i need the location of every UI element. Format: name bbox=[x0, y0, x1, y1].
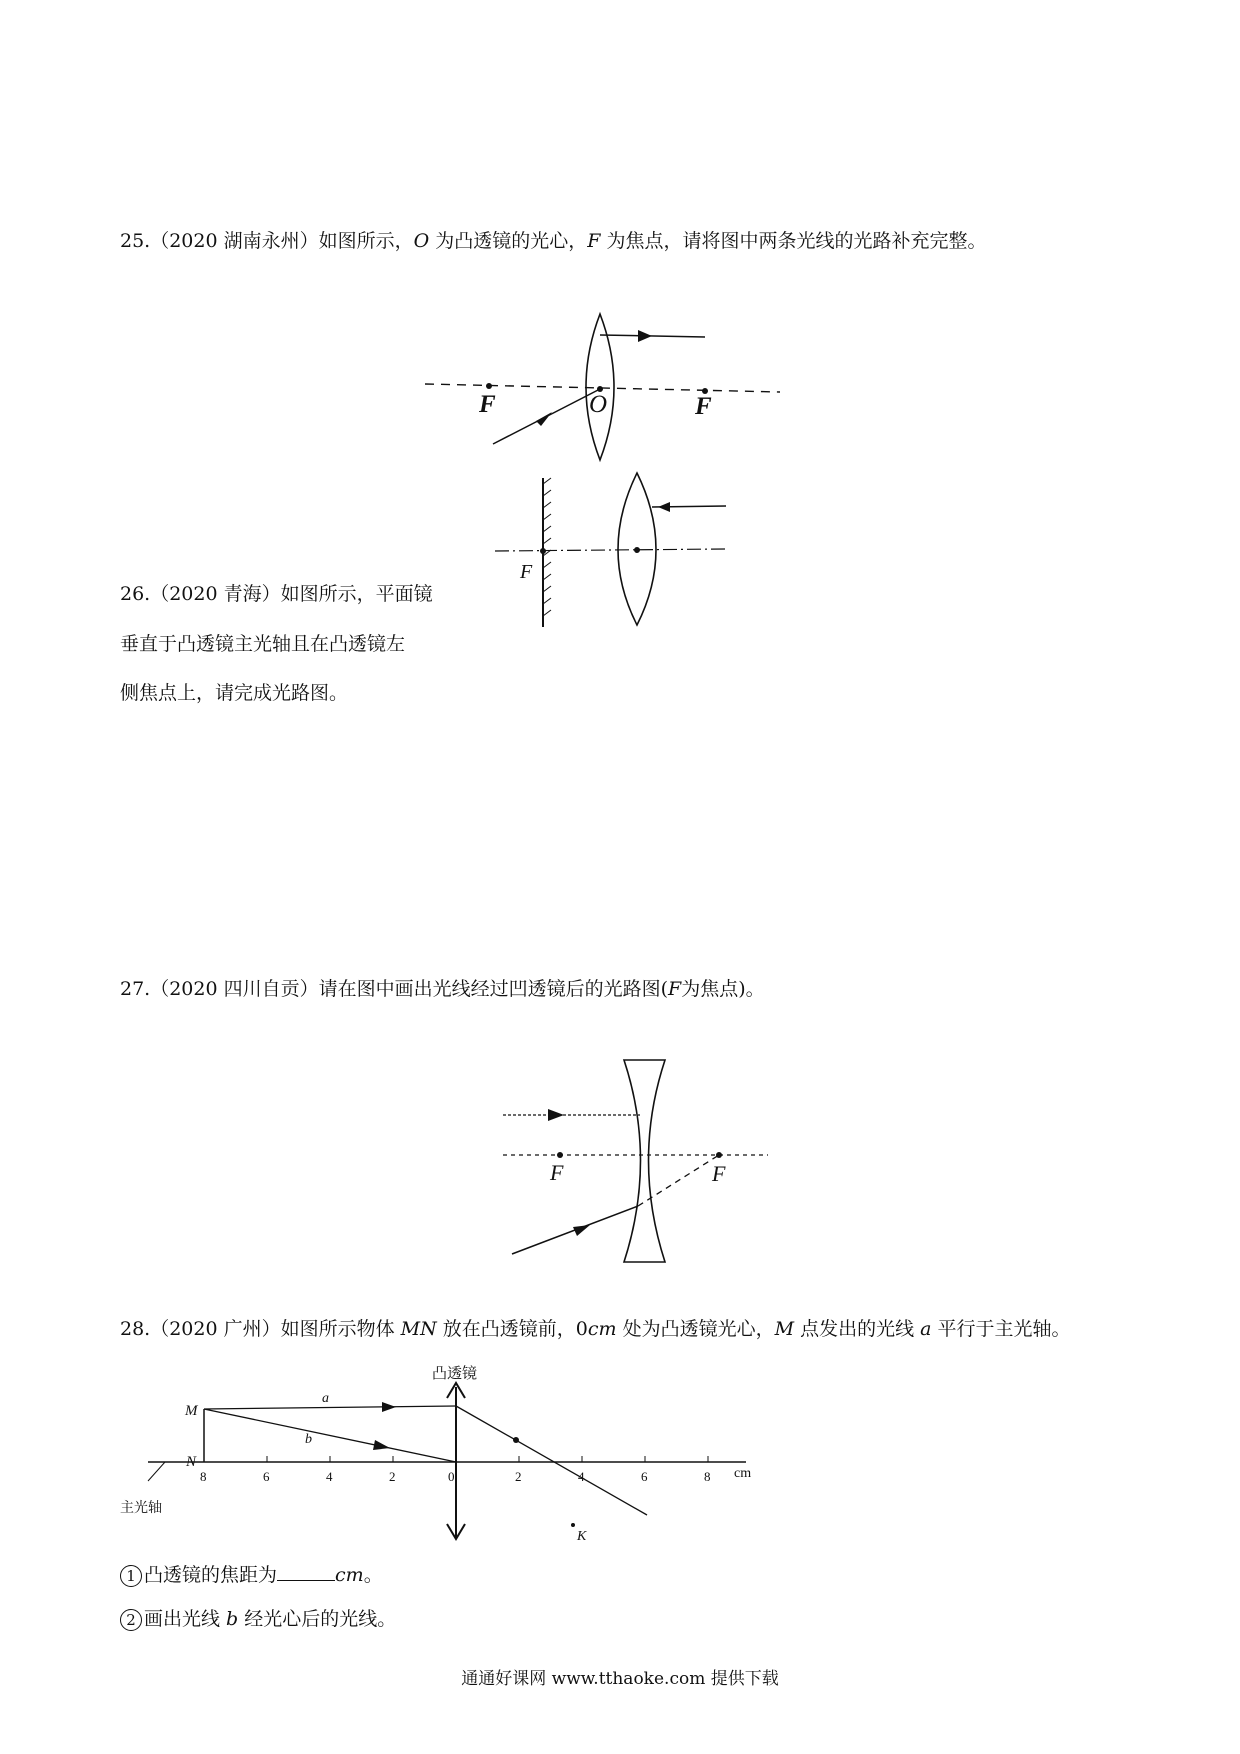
q28-unit-cm: cm bbox=[734, 1466, 752, 1481]
q26-ray-arrow bbox=[658, 502, 670, 512]
q25-label-F-left: F bbox=[479, 391, 496, 418]
question-27-text bbox=[120, 978, 765, 1001]
q28-symbol-MN: MN bbox=[400, 1318, 437, 1340]
q28-tick-label: 2 bbox=[389, 1469, 396, 1484]
q27-focal-point-left bbox=[557, 1152, 563, 1158]
q28-sub1-text: 凸透镜的焦距为 bbox=[144, 1564, 278, 1586]
q28-sub1-unit: cm bbox=[335, 1564, 364, 1586]
q28-sub2-text-post: 经光心后的光线。 bbox=[238, 1608, 397, 1630]
q28-tick-label: 2 bbox=[515, 1469, 522, 1484]
q25-ray-arrow-incident bbox=[536, 412, 552, 426]
q28-sub2-text-pre: 画出光线 bbox=[144, 1608, 227, 1630]
q28-sub2-number: 2 bbox=[120, 1609, 142, 1631]
q26-lens-center bbox=[634, 547, 640, 553]
q28-label-ray-a: a bbox=[322, 1391, 329, 1406]
q25-focal-point-left bbox=[486, 383, 492, 389]
q28-sub1-post: 。 bbox=[363, 1564, 383, 1586]
q28-answer-blank[interactable] bbox=[277, 1562, 335, 1581]
q28-tick-label: 6 bbox=[641, 1469, 648, 1484]
q25-ray-arrow-parallel bbox=[638, 330, 652, 342]
q28-tick-label: 0 bbox=[448, 1469, 455, 1484]
q27-ray-arrow-parallel bbox=[548, 1109, 564, 1121]
q28-unit-cm-text: cm bbox=[587, 1318, 617, 1340]
q28-axis-pointer bbox=[148, 1462, 165, 1481]
q28-text-pre: 28.（2020 广州）如图所示物体 bbox=[120, 1318, 401, 1340]
q28-symbol-a: a bbox=[920, 1318, 932, 1340]
q28-label-N: N bbox=[186, 1454, 197, 1470]
q28-point-on-refracted-ray bbox=[513, 1437, 519, 1443]
question-28-text bbox=[120, 1318, 1071, 1341]
q25-text-pre: 25.（2020 湖南永州）如图所示， bbox=[120, 230, 414, 252]
q28-refracted-ray-a bbox=[456, 1406, 647, 1515]
q28-ray-b-arrow bbox=[373, 1440, 390, 1450]
q27-label-F-right: F bbox=[712, 1161, 726, 1186]
q26-text-line3: 侧焦点上，请完成光路图。 bbox=[120, 682, 349, 704]
q28-sub2 bbox=[120, 1608, 396, 1631]
q28-sub1 bbox=[120, 1562, 383, 1587]
q25-label-O: O bbox=[589, 391, 608, 418]
q28-ray-a-arrow bbox=[382, 1402, 396, 1412]
q26-text-line2: 垂直于凸透镜主光轴且在凸透镜左 bbox=[120, 633, 406, 655]
q27-extension-line bbox=[638, 1155, 719, 1206]
q28-symbol-M: M bbox=[774, 1318, 795, 1340]
q28-tick-label: 8 bbox=[704, 1469, 711, 1484]
q28-point-K bbox=[571, 1523, 575, 1527]
q28-axis-label: 主光轴 bbox=[120, 1500, 162, 1516]
q25-ray-parallel bbox=[600, 335, 705, 337]
q27-ray-arrow-incident bbox=[573, 1225, 590, 1236]
q28-text-mid1: 放在凸透镜前，0 bbox=[436, 1318, 588, 1340]
q27-label-F-left: F bbox=[550, 1160, 564, 1185]
q27-concave-lens bbox=[624, 1060, 665, 1262]
q27-symbol-F: F bbox=[668, 978, 682, 1000]
q28-tick-label: 4 bbox=[326, 1469, 333, 1484]
page-footer: 通通好课网 www.tthaoke.com 提供下载 bbox=[461, 1669, 779, 1689]
q28-tick-label: 4 bbox=[578, 1469, 585, 1484]
q26-text-line1: 26.（2020 青海）如图所示，平面镜 bbox=[120, 583, 433, 605]
q28-text-mid2: 处为凸透镜光心， bbox=[616, 1318, 775, 1340]
q28-sub1-number: 1 bbox=[120, 1565, 142, 1587]
q28-label-M: M bbox=[185, 1403, 198, 1419]
q28-tick-label: 6 bbox=[263, 1469, 270, 1484]
q28-text-mid3: 点发出的光线 bbox=[794, 1318, 921, 1340]
q28-tick-label: 8 bbox=[200, 1469, 207, 1484]
q27-text-post: 为焦点)。 bbox=[681, 978, 765, 1000]
q26-mirror-hatching bbox=[543, 478, 551, 616]
q25-text-mid2: 为焦点，请将图中两条光线的光路补充完整。 bbox=[600, 230, 987, 252]
q26-label-F: F bbox=[520, 561, 533, 583]
q28-ray-b bbox=[204, 1409, 456, 1462]
q27-text-pre: 27.（2020 四川自贡）请在图中画出光线经过凹透镜后的光路图( bbox=[120, 978, 669, 1000]
q25-symbol-F: F bbox=[587, 230, 601, 252]
q28-lens-label: 凸透镜 bbox=[432, 1364, 478, 1382]
q25-symbol-O: O bbox=[413, 230, 430, 252]
q26-focal-point bbox=[540, 548, 546, 554]
q28-label-K: K bbox=[577, 1529, 587, 1544]
q28-ray-a bbox=[204, 1406, 456, 1409]
q25-label-F-right: F bbox=[695, 393, 712, 420]
q26-principal-axis bbox=[495, 549, 725, 551]
q28-sub2-symbol-b: b bbox=[226, 1608, 239, 1630]
q25-text-mid1: 为凸透镜的光心， bbox=[429, 230, 588, 252]
q28-text-post: 平行于主光轴。 bbox=[931, 1318, 1071, 1340]
q28-label-ray-b: b bbox=[305, 1432, 312, 1447]
